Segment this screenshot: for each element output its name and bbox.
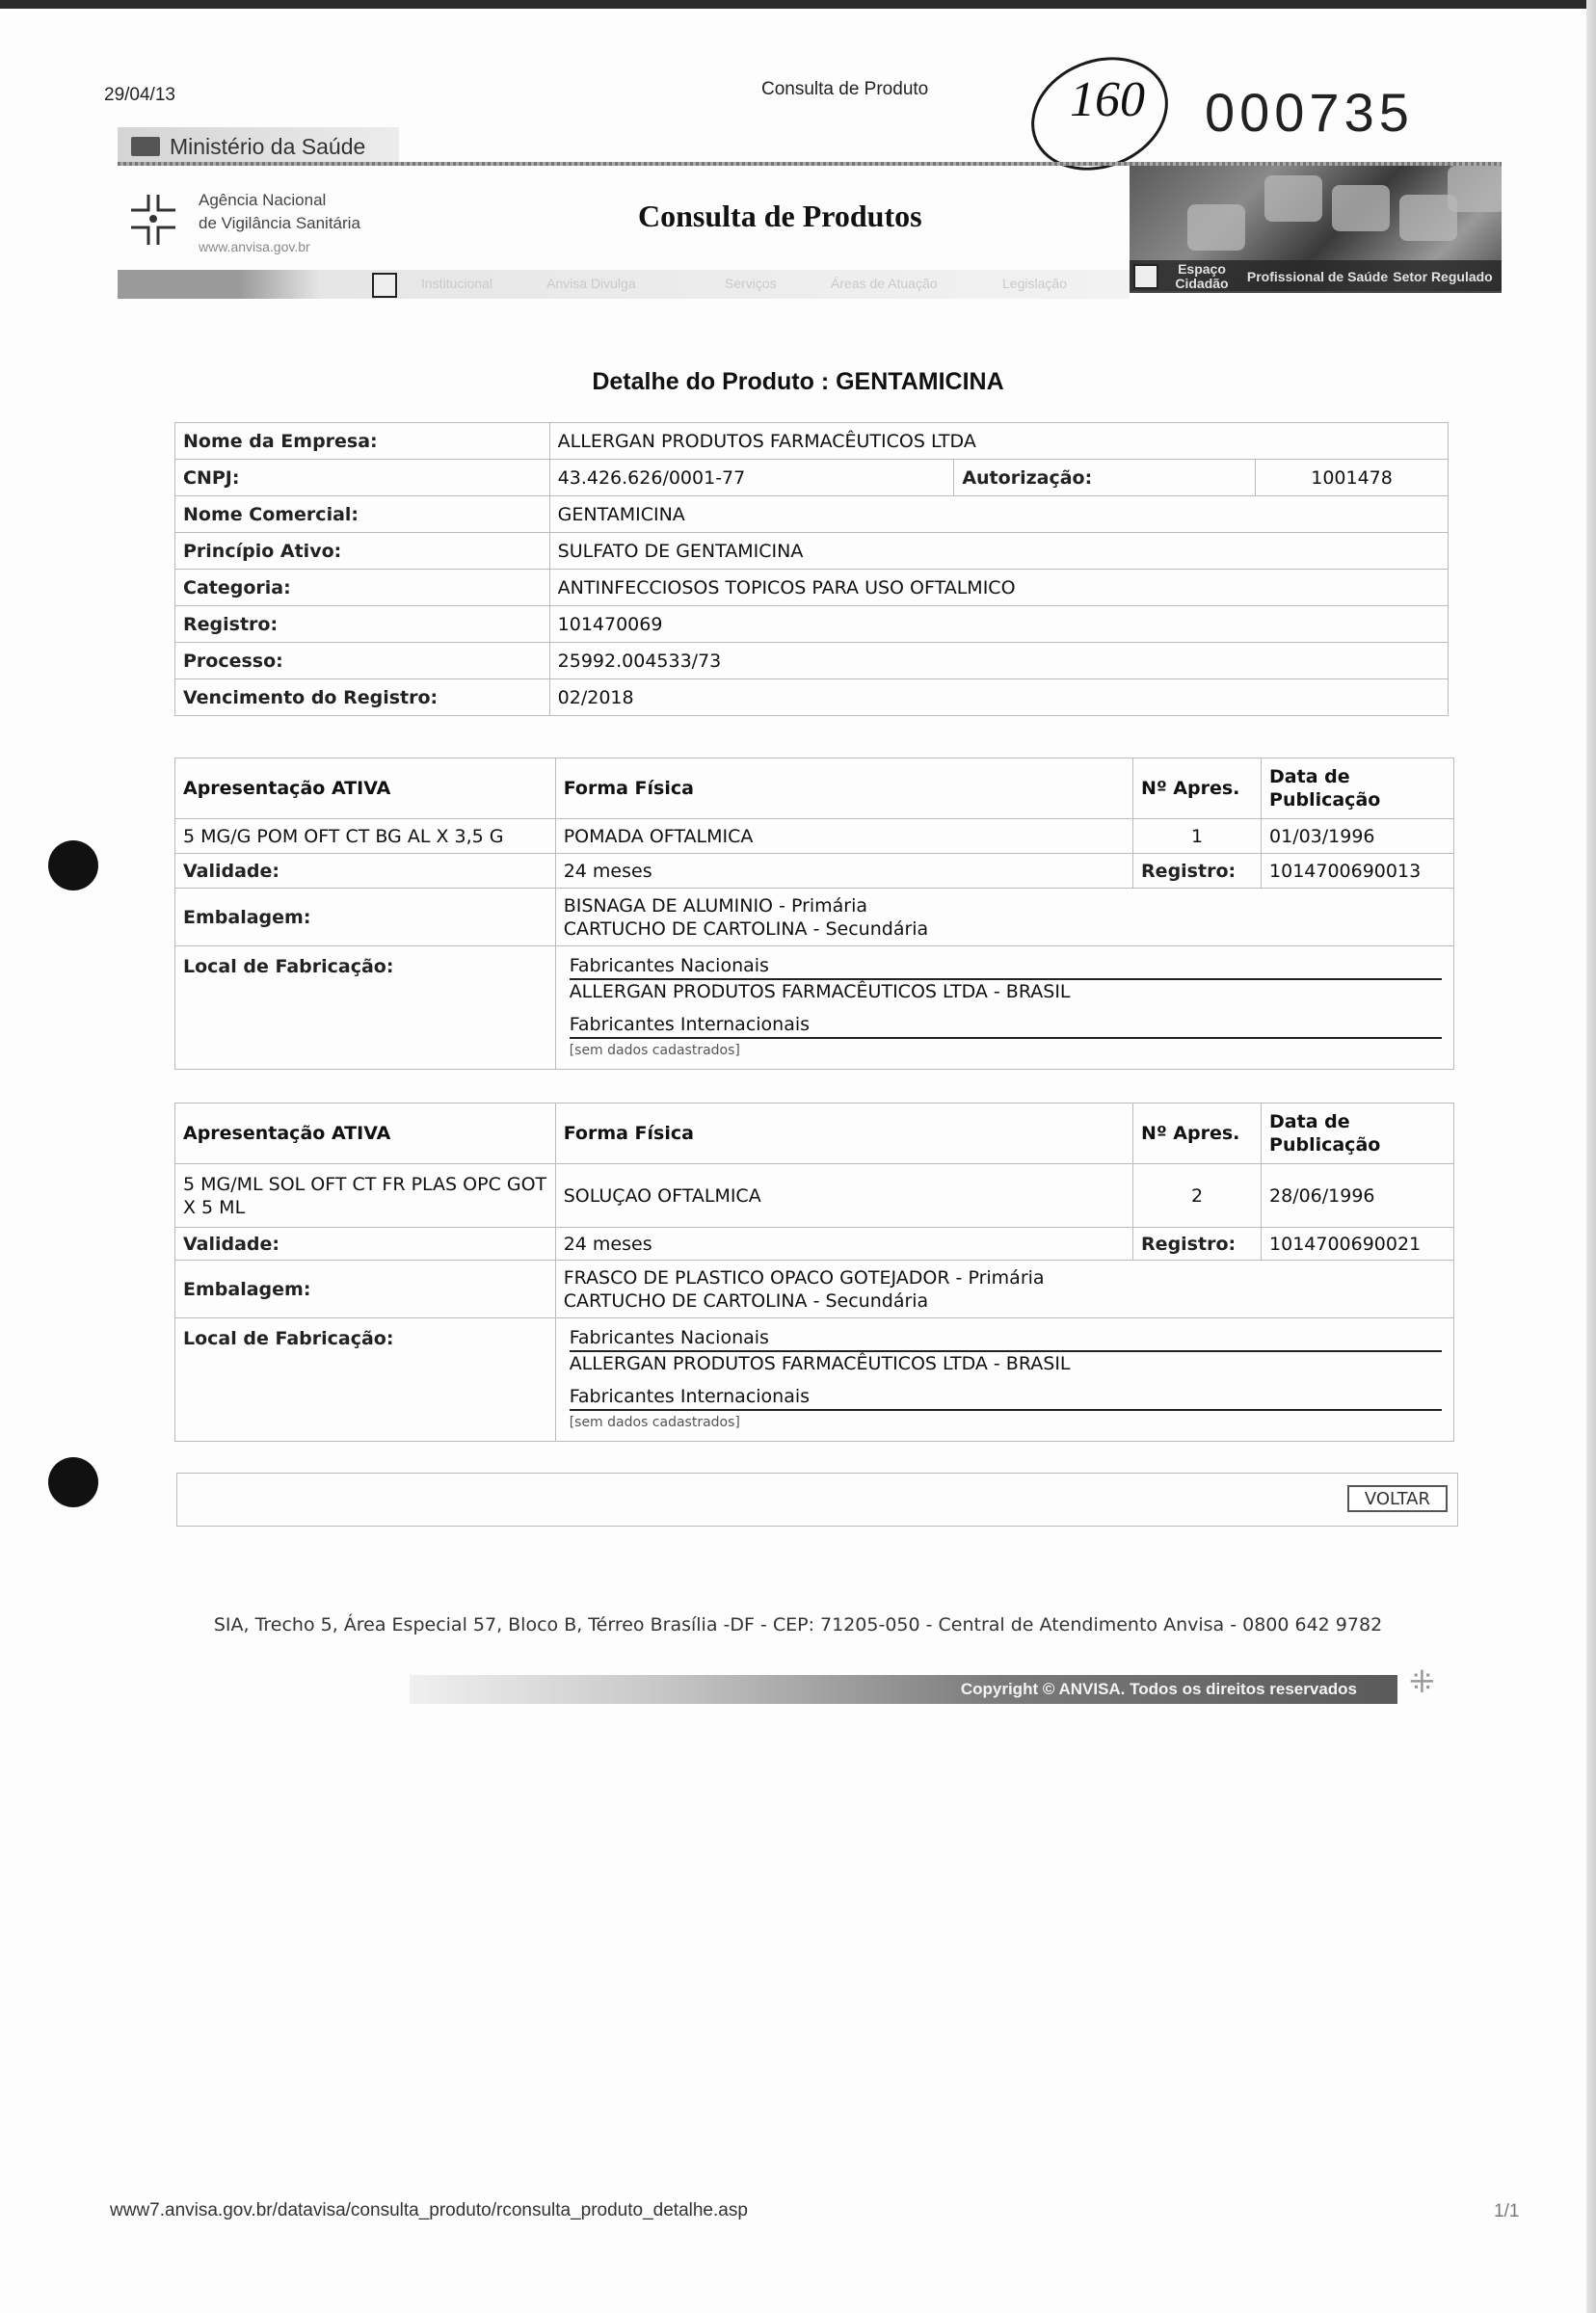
header-apresentacao: Apresentação ATIVA xyxy=(175,758,556,819)
action-bar xyxy=(176,1473,1458,1527)
label-validade: Validade: xyxy=(175,1228,556,1261)
ministry-bar[interactable] xyxy=(118,127,399,166)
value-validade: 24 meses xyxy=(555,854,1132,889)
embalagem-secundaria: CARTUCHO DE CARTOLINA - Secundária xyxy=(563,1289,929,1312)
label-categoria: Categoria: xyxy=(175,570,550,606)
header-data-publicacao xyxy=(1262,1103,1454,1164)
copyright-bar xyxy=(410,1675,1397,1704)
punch-hole xyxy=(48,1457,98,1507)
value-validade: 24 meses xyxy=(555,1228,1132,1261)
row-vencimento xyxy=(175,679,1449,716)
presentation-table-1 xyxy=(174,758,1454,1070)
sem-dados-label: [sem dados cadastrados] xyxy=(569,1042,740,1058)
embalagem-primaria: FRASCO DE PLASTICO OPACO GOTEJADOR - Primária xyxy=(563,1266,1045,1289)
value-nome-comercial: GENTAMICINA xyxy=(549,496,1448,533)
presentation-row xyxy=(175,819,1454,854)
fabricantes-internacionais-heading: Fabricantes Internacionais xyxy=(570,1013,1442,1039)
header-publicacao: Publicação xyxy=(1269,789,1381,811)
label-autorizacao: Autorização: xyxy=(954,460,1256,496)
local-fabricacao-row xyxy=(175,946,1454,1070)
sem-dados-label: [sem dados cadastrados] xyxy=(569,1414,740,1430)
row-processo xyxy=(175,643,1449,679)
value-embalagem xyxy=(555,889,1453,946)
row-principio xyxy=(175,533,1449,570)
link-profissional-saude[interactable]: Profissional de Saúde xyxy=(1246,268,1389,284)
fabricantes-nacionais-heading: Fabricantes Nacionais xyxy=(570,954,1442,980)
row-registro xyxy=(175,606,1449,643)
presentation-row xyxy=(175,1164,1454,1228)
agency-url[interactable]: www.anvisa.gov.br xyxy=(199,239,310,254)
presentation-header-row xyxy=(175,1103,1454,1164)
punch-hole xyxy=(48,840,98,891)
value-embalagem xyxy=(555,1261,1453,1318)
label-processo: Processo: xyxy=(175,643,550,679)
header-forma: Forma Física xyxy=(555,1103,1132,1164)
fabricantes-internacionais-heading: Fabricantes Internacionais xyxy=(570,1385,1442,1411)
label-registro-apres: Registro: xyxy=(1133,854,1262,889)
print-date: 29/04/13 xyxy=(104,85,175,105)
header-n-apres: Nº Apres. xyxy=(1133,1103,1262,1164)
value-vencimento: 02/2018 xyxy=(549,679,1448,716)
value-registro-apres: 1014700690021 xyxy=(1262,1228,1454,1261)
page-title: Consulta de Produtos xyxy=(638,199,922,233)
agency-line2: de Vigilância Sanitária xyxy=(199,214,360,232)
value-empresa: ALLERGAN PRODUTOS FARMACÊUTICOS LTDA xyxy=(549,423,1448,460)
label-empresa: Nome da Empresa: xyxy=(175,423,550,460)
header-apresentacao: Apresentação ATIVA xyxy=(175,1103,556,1164)
footer-address: SIA, Trecho 5, Área Especial 57, Bloco B, Térreo Brasília -DF - CEP: 71205-050 - Central de Atendimento Anvisa - 0800 642 9782 xyxy=(213,1614,1383,1635)
label-local-fabricacao: Local de Fabricação: xyxy=(175,946,556,1070)
embalagem-row xyxy=(175,889,1454,946)
value-local-fabricacao xyxy=(555,1318,1453,1442)
presentation-header-row xyxy=(175,758,1454,819)
validade-row xyxy=(175,854,1454,889)
value-principio: SULFATO DE GENTAMICINA xyxy=(549,533,1448,570)
header-n-apres: Nº Apres. xyxy=(1133,758,1262,819)
value-forma: SOLUÇAO OFTALMICA xyxy=(555,1164,1132,1228)
value-categoria: ANTINFECCIOSOS TOPICOS PARA USO OFTALMICO xyxy=(549,570,1448,606)
copyright-text: Copyright © ANVISA. Todos os direitos reservados xyxy=(960,1680,1357,1698)
label-registro: Registro: xyxy=(175,606,550,643)
top-navigation xyxy=(118,270,1130,299)
print-title: Consulta de Produto xyxy=(761,79,929,99)
ministry-icon xyxy=(131,137,160,156)
label-embalagem: Embalagem: xyxy=(175,1261,556,1318)
row-categoria xyxy=(175,570,1449,606)
banner-icon xyxy=(1133,264,1158,289)
value-processo: 25992.004533/73 xyxy=(549,643,1448,679)
fabricante-nacional-nome: ALLERGAN PRODUTOS FARMACÊUTICOS LTDA - BRASIL xyxy=(569,1352,1071,1374)
embalagem-primaria: BISNAGA DE ALUMINIO - Primária xyxy=(563,894,868,917)
nav-item-institucional[interactable]: Institucional xyxy=(421,276,492,291)
agency-name xyxy=(199,189,360,258)
label-validade: Validade: xyxy=(175,854,556,889)
scan-right-edge xyxy=(1586,0,1596,2313)
nav-item-legislacao[interactable]: Legislação xyxy=(1002,276,1067,291)
value-data-pub: 01/03/1996 xyxy=(1262,819,1454,854)
value-n-apres: 1 xyxy=(1133,819,1262,854)
value-registro-apres: 1014700690013 xyxy=(1262,854,1454,889)
print-url: www7.anvisa.gov.br/datavisa/consulta_produto/rconsulta_produto_detalhe.asp xyxy=(110,2200,748,2220)
value-apresentacao: 5 MG/G POM OFT CT BG AL X 3,5 G xyxy=(175,819,556,854)
link-espaco-cidadao[interactable]: Espaço Cidadão xyxy=(1175,261,1229,291)
local-fabricacao-row xyxy=(175,1318,1454,1442)
embalagem-secundaria: CARTUCHO DE CARTOLINA - Secundária xyxy=(563,917,929,940)
value-cnpj: 43.426.626/0001-77 xyxy=(549,460,954,496)
value-local-fabricacao xyxy=(555,946,1453,1070)
label-principio: Princípio Ativo: xyxy=(175,533,550,570)
validade-row xyxy=(175,1228,1454,1261)
header-data-de: Data de xyxy=(1269,1111,1350,1132)
nav-item-atuacao[interactable]: Áreas de Atuação xyxy=(831,276,938,291)
handwritten-number: 160 xyxy=(1070,72,1145,127)
value-forma: POMADA OFTALMICA xyxy=(555,819,1132,854)
detail-title: Detalhe do Produto : GENTAMICINA xyxy=(592,368,1004,395)
row-cnpj xyxy=(175,460,1449,496)
value-autorizacao: 1001478 xyxy=(1256,460,1449,496)
row-empresa xyxy=(175,423,1449,460)
header-data-de: Data de xyxy=(1269,766,1350,787)
label-local-fabricacao: Local de Fabricação: xyxy=(175,1318,556,1442)
voltar-button[interactable]: VOLTAR xyxy=(1347,1485,1448,1512)
value-apresentacao: 5 MG/ML SOL OFT CT FR PLAS OPC GOT X 5 ML xyxy=(175,1164,556,1228)
label-cnpj: CNPJ: xyxy=(175,460,550,496)
scan-top-edge xyxy=(0,0,1596,9)
label-registro-apres: Registro: xyxy=(1133,1228,1262,1261)
label-nome-comercial: Nome Comercial: xyxy=(175,496,550,533)
nav-item-divulga[interactable]: Anvisa Divulga xyxy=(546,276,636,291)
footer-logo-icon: ⁜ xyxy=(1409,1664,1435,1699)
page-number: 1/1 xyxy=(1494,2201,1520,2221)
link-setor-regulado[interactable]: Setor Regulado xyxy=(1393,268,1493,284)
nav-menu-icon[interactable] xyxy=(372,273,397,298)
header-publicacao: Publicação xyxy=(1269,1134,1381,1156)
value-registro: 101470069 xyxy=(549,606,1448,643)
product-table xyxy=(174,422,1449,716)
page-stamp-number: 000735 xyxy=(1205,82,1414,143)
banner-links xyxy=(1130,260,1502,293)
row-nome-comercial xyxy=(175,496,1449,533)
header-data-publicacao xyxy=(1262,758,1454,819)
value-n-apres: 2 xyxy=(1133,1164,1262,1228)
header-forma: Forma Física xyxy=(555,758,1132,819)
value-data-pub: 28/06/1996 xyxy=(1262,1164,1454,1228)
nav-item-servicos[interactable]: Serviços xyxy=(725,276,777,291)
ministry-label: Ministério da Saúde xyxy=(170,133,366,159)
label-vencimento: Vencimento do Registro: xyxy=(175,679,550,716)
anvisa-logo-icon xyxy=(123,189,183,249)
fabricantes-nacionais-heading: Fabricantes Nacionais xyxy=(570,1326,1442,1352)
label-embalagem: Embalagem: xyxy=(175,889,556,946)
fabricante-nacional-nome: ALLERGAN PRODUTOS FARMACÊUTICOS LTDA - BRASIL xyxy=(569,980,1071,1002)
embalagem-row xyxy=(175,1261,1454,1318)
agency-line1: Agência Nacional xyxy=(199,191,327,209)
presentation-table-2 xyxy=(174,1103,1454,1442)
